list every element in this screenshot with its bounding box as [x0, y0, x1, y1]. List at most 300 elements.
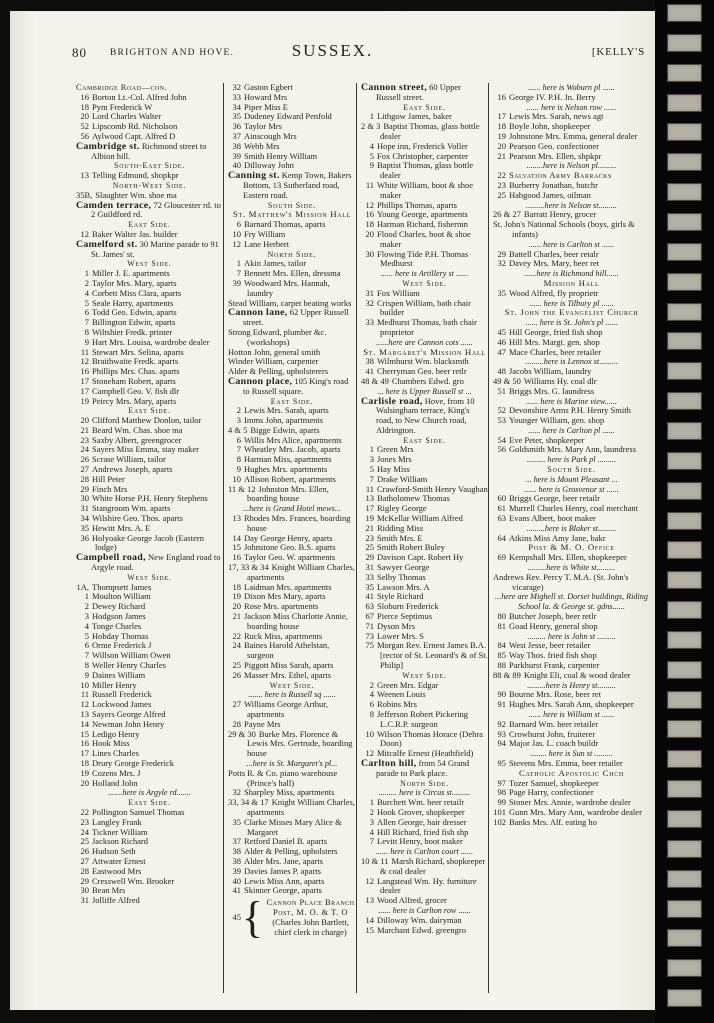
- house-number: 73: [365, 630, 374, 641]
- house-number: 12: [365, 199, 374, 210]
- street-heading: [228, 171, 356, 200]
- here-note: ...... here is St. John's pl ......: [525, 318, 618, 328]
- house-number: 16: [365, 209, 374, 220]
- house-number: 48 & 49: [361, 375, 389, 386]
- entry-text: Hook Miss: [92, 738, 130, 749]
- entry-text: Bean Mrs: [92, 885, 126, 896]
- entry-text: Billington Edwin, aparts: [92, 317, 176, 328]
- house-number: 6: [236, 434, 241, 445]
- house-number: 3: [84, 611, 89, 622]
- film-ruler-box: [667, 810, 702, 828]
- entry-text: Banks Mrs. Alf. eating ho: [509, 816, 597, 827]
- street-description: 105 King's road to Russell square.: [243, 375, 349, 396]
- entry-text: Parkhurst Frank, carpenter: [509, 660, 600, 671]
- house-number: 13: [80, 170, 89, 181]
- house-number: 17: [80, 375, 89, 386]
- house-number: 35: [80, 522, 89, 533]
- directory-entry: [493, 671, 650, 681]
- entry-text: Beard Wm. Chas. shoe ma: [92, 424, 183, 435]
- house-number: 29 & 30: [228, 728, 256, 739]
- house-number: 11: [365, 483, 374, 494]
- house-number: 1A,: [76, 581, 89, 592]
- entry-text: Saxby Albert, greengrocer: [92, 434, 182, 445]
- entry-text: Eastwood Mrs: [92, 865, 142, 876]
- directory-entry: [493, 573, 650, 593]
- entry-text: Dewey Richard: [92, 601, 146, 612]
- page-number: 80: [72, 45, 87, 60]
- directory-entry: [361, 181, 488, 201]
- directory-entry: [493, 739, 650, 749]
- directory-entry: [493, 445, 650, 455]
- entry-text: Smith Mrs. E: [377, 532, 423, 543]
- house-number: 4 & 5: [228, 424, 248, 435]
- section-heading: St. Matthew's Mission Hall: [232, 209, 352, 220]
- directory-entry: [228, 279, 356, 299]
- house-number: 5: [369, 150, 374, 161]
- directory-entry: [493, 622, 650, 632]
- film-ruler-box: [667, 959, 702, 977]
- entry-text: Aylwood Capt. Alfred D: [92, 130, 176, 141]
- street-heading: [228, 377, 356, 397]
- house-number: 1: [236, 258, 241, 269]
- entry-text: Newman John Henry: [92, 718, 165, 729]
- entry-text: White William, boot & shoe maker: [377, 179, 474, 200]
- house-number: 38: [365, 356, 374, 367]
- entry-text: Bourne Mrs. Rose, beer ret: [509, 689, 602, 700]
- house-number: 11: [365, 179, 374, 190]
- entry-text: Stangroom Wm. aparts: [92, 503, 171, 514]
- directory-entry: [361, 730, 488, 750]
- film-ruler-box: [667, 661, 702, 679]
- house-number: 3: [236, 415, 241, 426]
- house-number: 29: [80, 875, 89, 886]
- entry-text: Ruck Miss, apartments: [244, 630, 323, 641]
- film-ruler-box: [667, 34, 702, 52]
- house-number: 27: [232, 699, 241, 710]
- house-number: 22: [80, 806, 89, 817]
- house-number: 95: [497, 757, 506, 768]
- house-number: 26: [232, 669, 241, 680]
- entry-text: Mitcalfe Ernest (Heathfield): [377, 748, 474, 759]
- entry-text: Dilloway Wm. dairyman: [377, 914, 462, 925]
- house-number: 63: [497, 513, 506, 524]
- house-number: 21: [497, 150, 506, 161]
- film-ruler-box: [667, 213, 702, 231]
- street-heading: [228, 308, 356, 328]
- entry-text: Crawford-Smith Henry Vaughan: [377, 483, 488, 494]
- house-number: 80: [497, 611, 506, 622]
- running-title-right: [KELLY'S: [591, 46, 645, 58]
- entry-text: Telling Edmund, shopkpr: [92, 170, 179, 181]
- branch-post-line: chief clerk in charge): [274, 926, 347, 937]
- house-number: 12: [232, 238, 241, 249]
- house-number: 17: [365, 503, 374, 514]
- entry-text: Corbett Miss Clara, aparts: [92, 287, 182, 298]
- house-number: 1: [84, 268, 89, 279]
- side-heading: East Side.: [128, 220, 171, 230]
- entry-text: Jolliffe Alfred: [92, 895, 140, 906]
- entry-text: Hewitt Mrs. A. E: [92, 522, 151, 533]
- directory-entry: [493, 220, 650, 240]
- house-number: 4: [369, 689, 374, 700]
- house-number: 18: [497, 121, 506, 132]
- entry-text: Harman Miss, apartments: [244, 454, 332, 465]
- entry-text: Rose Mrs. apartments: [244, 601, 319, 612]
- house-number: 52: [497, 405, 506, 416]
- directory-entry: [493, 387, 650, 397]
- house-number: 37: [232, 836, 241, 847]
- house-number: 25: [365, 542, 374, 553]
- house-number: 23: [497, 179, 506, 190]
- side-heading: West Side.: [402, 278, 447, 288]
- film-ruler-box: [667, 989, 702, 1007]
- directory-entry: [361, 926, 488, 936]
- entry-text: Pollington Samuel Thomas: [92, 806, 185, 817]
- house-number: 7: [369, 473, 374, 484]
- entry-text: Miller J. E. apartments: [92, 268, 170, 279]
- branch-post-line: (Charles John Bartlett,: [272, 916, 349, 927]
- entry-text: Smith Henry William: [244, 150, 318, 161]
- entry-text: Ridding Miss: [377, 522, 424, 533]
- entry-text: Major Jas. L. coach buildr: [509, 738, 599, 749]
- directory-entry: [76, 534, 223, 554]
- street-description: 72 Gloucester rd. to 2 Guildford rd.: [91, 199, 221, 220]
- here-note: ........here is Nelson pl.........: [526, 161, 617, 171]
- house-number: 7: [369, 836, 374, 847]
- house-number: 4: [369, 826, 374, 837]
- entry-text: Day George Henry, aparts: [244, 532, 333, 543]
- house-number: 31: [365, 562, 374, 573]
- directory-entry: [361, 250, 488, 270]
- entry-text: Wilson Thomas Horace (Dehra Doon): [377, 728, 483, 749]
- entry-text: Moulton William: [92, 591, 151, 602]
- entry-text: Hill Richard, fried fish shp: [377, 826, 469, 837]
- house-number: 15: [365, 924, 374, 935]
- entry-text: Jefferson Robert Pickering L.C.R.P. surgeon: [377, 709, 468, 729]
- house-number: 21: [80, 424, 89, 435]
- house-number: 20: [497, 140, 506, 151]
- film-ruler-box: [667, 94, 702, 112]
- here-note: .......here is Argyle rd.......: [108, 788, 191, 798]
- entry-text: Battell Charles, beer retalr: [509, 248, 599, 259]
- house-number: 11: [80, 346, 89, 357]
- here-note: ...here is St. Margaret's pl...: [246, 758, 338, 768]
- house-number: 19: [497, 130, 506, 141]
- entry-text: Hope inn, Frederick Voller: [377, 140, 468, 151]
- directory-entry: [361, 318, 488, 338]
- house-number: 16: [80, 738, 89, 749]
- entry-text: Retford Daniel B. aparts: [244, 836, 328, 847]
- entry-text: Dixon Mrs Mary, aparts: [244, 591, 326, 602]
- house-number: 1: [369, 111, 374, 122]
- here-note: ...... here is William st ......: [528, 710, 615, 719]
- entry-text: Wood Alfred, grocer: [377, 895, 447, 906]
- street-heading: [76, 553, 223, 573]
- entry-text: Seale Harry, apartments: [92, 297, 174, 308]
- entry-text: Kempshall Mrs. Ellen, shopkeeper: [509, 552, 627, 563]
- house-number: 53: [497, 415, 506, 426]
- entry-text: Willis Mrs Alice, apartments: [244, 434, 342, 445]
- entry-text: Phillips Mrs. Chas. aparts: [92, 366, 180, 377]
- entry-text: Hotton John, general smith: [228, 346, 321, 357]
- entry-text: Jackson Richard: [92, 836, 148, 847]
- house-number: 85: [497, 650, 506, 661]
- house-number: 29: [497, 248, 506, 259]
- street-name: Cannon place,: [228, 375, 293, 387]
- house-number: 41: [365, 591, 374, 602]
- entry-text: Payne Mrs: [244, 718, 281, 729]
- house-number: 36: [80, 532, 89, 543]
- column-divider: [223, 83, 224, 993]
- film-ruler-box: [667, 929, 702, 947]
- house-number: 22: [497, 170, 506, 181]
- entry-text: Strong Edward, plumber &c. (workshops): [228, 326, 327, 347]
- entry-text: Miller Henry: [92, 679, 137, 690]
- house-number: 7: [84, 650, 89, 661]
- directory-entry: [493, 152, 650, 162]
- directory-entry: [228, 769, 356, 789]
- entry-text: Campbell Geo. V. fish dlr: [92, 385, 180, 396]
- entry-text: Lithgow James, baker: [377, 111, 452, 122]
- here-note: ...... here is Artillery st ......: [380, 269, 469, 279]
- house-number: 12: [80, 699, 89, 710]
- side-heading: East Side.: [128, 798, 171, 808]
- entry-text: Hughes Mrs. Sarah Ann, shopkeeper: [509, 699, 634, 710]
- street-heading: [361, 759, 488, 779]
- directory-entry: [493, 700, 650, 710]
- house-number: 3: [369, 454, 374, 465]
- section-heading: St. Margaret's Mission Hall: [363, 346, 486, 357]
- house-number: 6: [236, 219, 241, 230]
- continuation-heading: Cambridge Road—con.: [76, 83, 168, 92]
- entry-text: Rhodes Mrs. Frances, boarding house: [244, 513, 351, 533]
- house-number: 5: [84, 630, 89, 641]
- entry-text: Knight William Charles, apartments: [247, 562, 355, 582]
- house-number: 9: [236, 464, 241, 475]
- house-number: 24: [232, 640, 241, 651]
- house-number: 23: [80, 816, 89, 827]
- directory-entry: [493, 289, 650, 299]
- entry-text: Peircy Mrs. Mary, aparts: [92, 395, 177, 406]
- house-number: 12: [365, 875, 374, 886]
- entry-text: Butcher Joseph, beer retlr: [509, 611, 597, 622]
- house-number: 13: [232, 513, 241, 524]
- entry-text: Barratt Henry, grocer: [523, 209, 597, 220]
- film-ruler-box: [667, 392, 702, 410]
- directory-entry: [361, 230, 488, 250]
- house-number: 4: [369, 140, 374, 151]
- entry-text: Allison Robert, apartments: [244, 473, 336, 484]
- entry-text: Todd Geo. Edwin, aparts: [92, 307, 177, 318]
- house-number: 27: [80, 855, 89, 866]
- here-note: ...... here is Marine view......: [526, 396, 617, 406]
- entry-text: Flowing Tide P.H. Thomas Medhurst: [377, 248, 469, 269]
- here-note: ...... here is Carlton row ......: [378, 905, 471, 915]
- entry-text: Harman Richard, fishermn: [377, 219, 468, 230]
- entry-text: Batholomew Thomas: [377, 493, 450, 504]
- directory-entry: [493, 553, 650, 563]
- street-description: 62 Upper Russell street.: [243, 307, 349, 328]
- directory-entry: [228, 818, 356, 838]
- entry-text: Way Thos. fried fish shop: [509, 650, 597, 661]
- house-number: 31: [365, 287, 374, 298]
- entry-text: Hill Peter: [92, 473, 125, 484]
- entry-text: Phillips Thomas, aparts: [377, 199, 457, 210]
- house-number: 17: [80, 385, 89, 396]
- entry-text: Morgan Rev. Ernest James B.A. [rector of St. Leonard's & of St. Philip]: [377, 640, 488, 671]
- house-number: 8: [236, 454, 241, 465]
- entry-text: Ledigo Henry: [92, 728, 140, 739]
- entry-text: Eve Peter, shopkeeper: [509, 434, 585, 445]
- directory-entry: [361, 641, 488, 670]
- directory-entry: [228, 700, 356, 720]
- entry-text: Willson William Owen: [92, 650, 171, 661]
- directory-entry: [493, 191, 650, 201]
- street-description: Hove, from 10 Walsingham terrace, King's road, to New Church road, Aldrington.: [376, 395, 475, 435]
- entry-text: Goad Henry, general shop: [509, 620, 598, 631]
- directory-entry: [493, 514, 650, 524]
- house-number: 29: [365, 552, 374, 563]
- entry-text: Robins Mrs: [377, 699, 417, 710]
- entry-text: Ainscough Mrs: [244, 130, 297, 141]
- entry-text: Cozens Mrs. J: [92, 767, 141, 778]
- entry-text: Hart Mrs. Louisa, wardrobe dealer: [92, 336, 210, 347]
- entry-text: Knight Eli, coal & wood dealer: [523, 669, 631, 680]
- entry-text: Winder William, carpenter: [228, 356, 319, 367]
- directory-entry: [76, 896, 223, 906]
- house-number: 33: [232, 91, 241, 102]
- directory-entry: [361, 896, 488, 906]
- house-number: 16: [80, 91, 89, 102]
- branch-post-line: Cannon Place Branch: [266, 897, 355, 908]
- entry-text: Thompsett James: [92, 581, 152, 592]
- house-number: 15: [232, 542, 241, 553]
- directory-column-1: [76, 83, 223, 1003]
- street-description: Kemp Town, Bakers Bottom, 13 Sutherland road, Eastern road.: [243, 170, 352, 200]
- house-number: 20: [80, 415, 89, 426]
- house-number: 10: [365, 728, 374, 739]
- directory-entry: [361, 161, 488, 181]
- entry-text: McKellar William Alfred: [377, 513, 463, 524]
- here-note: ........ here is Sun st .........: [530, 749, 613, 759]
- street-name: Canning st.: [228, 170, 280, 182]
- house-number: 8: [84, 326, 89, 337]
- directory-entry: [228, 612, 356, 632]
- entry-text: Wiltshier Fredk. printer: [92, 326, 173, 337]
- entry-text: Stewart Mrs. Selina, aparts: [92, 346, 184, 357]
- entry-text: Braithwaite Fredk. aparts: [92, 356, 179, 367]
- house-number: 9: [84, 336, 89, 347]
- entry-text: Allen George, hair dresser: [377, 816, 467, 827]
- branch-post-line: Post, M. O. & T. O: [273, 906, 349, 917]
- house-number: 90: [497, 689, 506, 700]
- house-number: 3: [369, 816, 374, 827]
- entry-text: Taylor Mrs. Mary, aparts: [92, 277, 177, 288]
- house-number: 32: [497, 258, 506, 269]
- street-heading: [76, 142, 223, 162]
- here-note: ...here is Grand Hotel mews...: [243, 504, 341, 514]
- house-number: 48: [497, 366, 506, 377]
- house-number: 30: [365, 248, 374, 259]
- house-number: 20: [80, 777, 89, 788]
- house-number: 32: [232, 83, 241, 92]
- entry-text: Gunn Mrs. Mary Ann, wardrobe dealer: [509, 806, 642, 817]
- side-heading: West Side.: [127, 259, 172, 269]
- entry-text: Chambers Edwd. gro: [391, 375, 464, 386]
- section-heading: St. John the Evangelist Church: [504, 307, 639, 318]
- entry-text: Cresswell Wm. Brooker: [92, 875, 175, 886]
- film-ruler-box: [667, 422, 702, 440]
- directory-entry: [361, 837, 488, 847]
- entry-text: Taylor Geo. W. apartments: [244, 552, 336, 563]
- entry-text: Slaughter Wm. shoe ma: [95, 189, 177, 200]
- house-number: 92: [497, 718, 506, 729]
- entry-text: Finch Mrs: [92, 483, 128, 494]
- house-number: 25: [497, 189, 506, 200]
- street-name: Campbell road,: [76, 552, 146, 564]
- here-note: ...... here is Carlton st ......: [528, 239, 615, 249]
- house-number: 101: [493, 806, 506, 817]
- house-number: 10: [80, 679, 89, 690]
- house-number: 28: [80, 473, 89, 484]
- house-number: 21: [232, 611, 241, 622]
- house-number: 16: [80, 366, 89, 377]
- house-number: 91: [497, 699, 506, 710]
- entry-text: Hay Miss: [377, 464, 410, 475]
- street-description: New England road to Argyle road.: [91, 552, 221, 573]
- house-number: 39: [232, 277, 241, 288]
- entry-text: Stevens Mrs. Emma, beer retailer: [509, 757, 623, 768]
- entry-text: Lawson Mrs. A: [377, 581, 430, 592]
- directory-entry: [493, 259, 650, 269]
- entry-text: Hodgson James: [92, 611, 146, 622]
- entry-text: Dilloway John: [244, 160, 294, 171]
- entry-text: Holyoake George Jacob (Eastern lodge): [92, 532, 204, 553]
- house-number: 88 & 89: [493, 669, 521, 680]
- entry-text: Barnard Wm. beer retailer: [509, 718, 599, 729]
- house-number: 33: [365, 317, 374, 328]
- house-number: 19: [365, 513, 374, 524]
- entry-text: Langley Frank: [92, 816, 142, 827]
- entry-text: White Horse P.H. Henry Stephens: [92, 493, 208, 504]
- directory-entry: [228, 671, 356, 681]
- entry-text: Johnstone Mrs. Emma, general dealer: [509, 130, 638, 141]
- house-number: 60: [497, 493, 506, 504]
- house-number: 16: [497, 91, 506, 102]
- entry-text: Murrell Charles Henry, coal merchant: [509, 503, 639, 514]
- entry-text: Gaston Egbert: [244, 83, 293, 92]
- house-number: 17: [80, 748, 89, 759]
- entry-text: Stead William, carpet beating works: [228, 297, 352, 308]
- entry-text: Wheatley Mrs. Jacob, aparts: [244, 444, 341, 455]
- house-number: 35: [232, 816, 241, 827]
- house-number: 97: [497, 777, 506, 788]
- entry-text: Burberry Jonathan, butchr: [509, 179, 598, 190]
- directory-entry: [361, 122, 488, 142]
- film-ruler-box: [667, 780, 702, 798]
- entry-text: Howard Mrs: [244, 91, 288, 102]
- house-number: 64: [497, 532, 506, 543]
- directory-entry: [228, 563, 356, 583]
- side-heading: North Side.: [267, 249, 317, 259]
- entry-text: Goldsmith Mrs. Mary Ann, laundress: [509, 444, 637, 455]
- house-number: 102: [493, 816, 506, 827]
- entry-text: Fox Christopher, carpenter: [377, 150, 469, 161]
- house-number: 99: [497, 797, 506, 808]
- entry-text: Piper Miss E: [244, 101, 288, 112]
- film-ruler-box: [667, 452, 702, 470]
- directory-column-2: [228, 83, 356, 1003]
